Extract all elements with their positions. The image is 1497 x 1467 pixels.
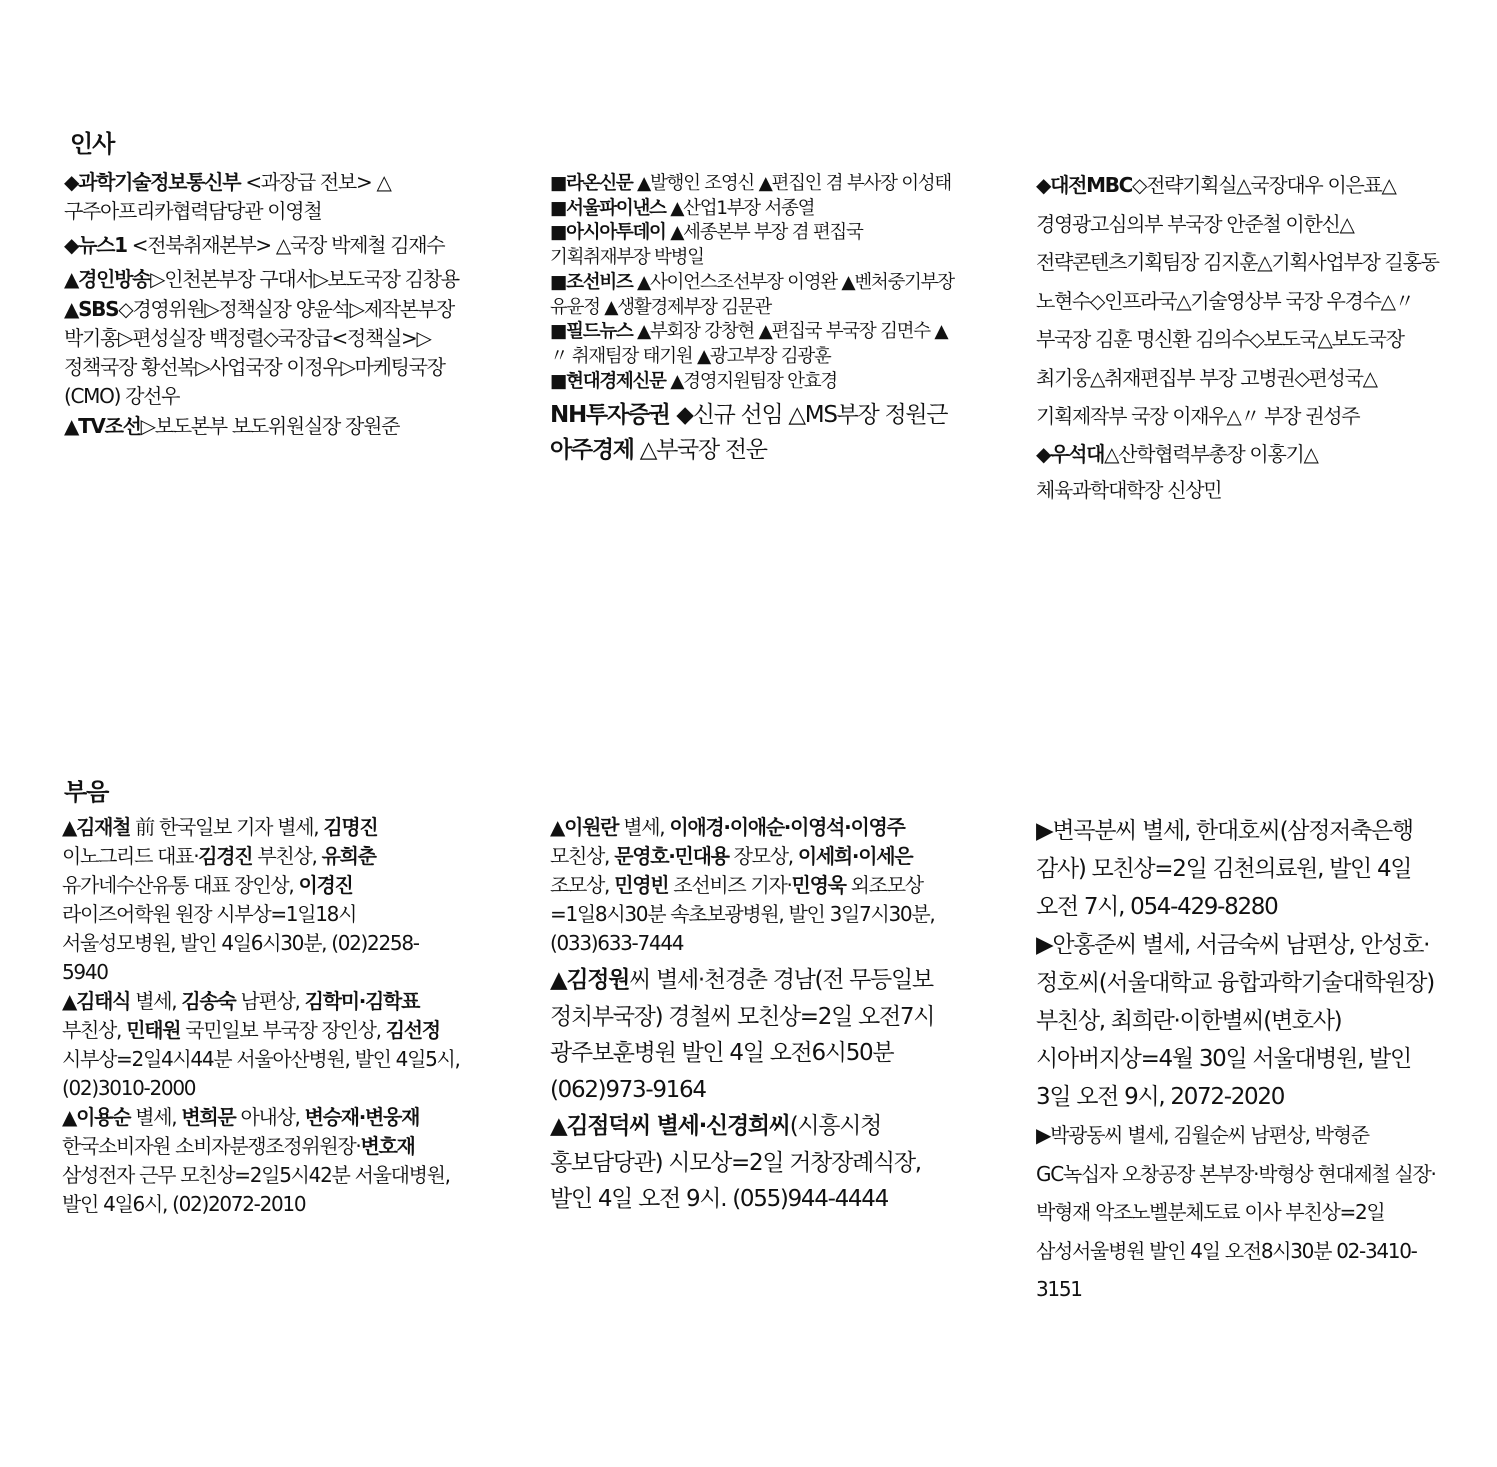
triangle-mark: ▲	[62, 1105, 77, 1129]
personnel-entry	[550, 197, 955, 222]
entry-text: ▲산업1부장 서종열	[665, 197, 815, 219]
personnel-entry	[64, 168, 468, 226]
obituary-column-2	[550, 813, 950, 1218]
entry-text: ▲세종본부 부장 겸 편집국 기획취재부장 박병일	[550, 222, 863, 269]
entry-text: 씨 별세·천경춘 경남(전 무등일보 정치부국장) 경철씨 모친상=2일 오전7시 광주보훈병원 발인 4일 오전6시50분 (062)973-9164	[550, 967, 935, 1103]
person-name: 김선정	[385, 1018, 440, 1042]
entry-text: 외조모상=1일8시30분 속초보광병원, 발인 3일7시30분, (033)633-7444	[550, 873, 935, 955]
person-name: 민태원	[126, 1018, 181, 1042]
person-name: 문영호·민대용	[614, 844, 729, 868]
organization-name: ◆대전MBC	[1036, 173, 1133, 197]
organization-name: ■조선비즈	[550, 271, 633, 293]
obituary-entry	[62, 1103, 462, 1219]
entry-text: 이노그리드 대표·	[62, 844, 199, 868]
triangle-mark: ▲	[62, 815, 77, 839]
personnel-entry	[64, 265, 468, 294]
entry-text: <과장급 전보> △구주아프리카협력담당관 이영철	[64, 170, 391, 223]
entry-text: ▷보도본부 보도위원실장 장원준	[140, 414, 400, 438]
entry-text: 라이즈어학원 원장 시부상=1일18시 서울성모병원, 발인 4일6시30분, (02)2258-5940	[62, 902, 419, 984]
organization-name: NH투자증권	[550, 402, 670, 429]
personnel-entry	[550, 433, 955, 468]
entry-text: 부친상,	[252, 844, 322, 868]
person-name: 이원란	[564, 815, 619, 839]
entry-text: ▲부회장 강창현 ▲편집국 부국장 김면수 ▲〃 취재팀장 태기원 ▲광고부장 김광훈	[550, 321, 948, 367]
person-name: 이경진	[298, 873, 353, 897]
entry-text: 별세,	[130, 989, 182, 1013]
person-name: 변희문	[181, 1105, 236, 1129]
organization-name: ◆과학기술정보통신부	[64, 170, 241, 194]
person-name: 유희춘	[321, 844, 376, 868]
entry-text: 삼성전자 근무 모친상=2일5시42분 서울대병원, 발인 4일6시, (02)2072-2010	[62, 1163, 450, 1216]
entry-text: 조모상,	[550, 873, 615, 897]
organization-name: ■서울파이낸스	[550, 197, 666, 219]
obituary-entry	[550, 962, 950, 1108]
entry-text: (시흥시청 홍보담당관) 시모상=2일 거창장례식장, 발인 4일 오전 9시. (055)944-4444	[550, 1113, 921, 1212]
obituary-column-1	[62, 813, 462, 1219]
organization-name: ■아시아투데이	[550, 222, 666, 244]
entry-text: 장모상,	[728, 844, 798, 868]
entry-text: 남편상,	[235, 989, 305, 1013]
person-name: 이세희·이세은	[797, 844, 913, 868]
person-name: 김재철	[76, 815, 131, 839]
obituary-entry	[62, 813, 462, 987]
entry-text: <전북취재본부> △국장 박제철 김재수	[126, 233, 445, 257]
entry-text: 조선비즈 기자·	[668, 873, 792, 897]
personnel-entry	[550, 172, 955, 197]
diamond-mark: ◆	[669, 402, 693, 429]
entry-text: ◇전략기획실△국장대우 이은표△경영광고심의부 부국장 안준철 이한신△전략콘텐츠기획팀장 김지훈△기획사업부장 길홍동 노현수◇인프라국△기술영상부 국장 우경수△〃 부국장 김훈 명신환 김의수◇보도국△보도국장 최기웅△취재편집부 부장 고병권◇편성국△기획제작부 국장 이재우△〃 부장 권성주	[1036, 173, 1439, 428]
entry-text: ▶안홍준씨 별세, 서금숙씨 남편상, 안성호·정호씨(서울대학교 융합과학기술대학원장) 부친상, 최희란·이한별씨(변호사) 시아버지상=4월 30일 서울대병원, 발인 3일 오전 9시, 2072-2020	[1036, 932, 1434, 1110]
personnel-entry	[64, 231, 468, 260]
personnel-entry	[550, 320, 955, 369]
organization-name: ■현대경제신문	[550, 370, 666, 392]
organization-name: ◆뉴스1	[64, 233, 127, 257]
person-name: 김태식	[76, 989, 131, 1013]
personnel-column-3	[1036, 166, 1440, 508]
person-name: 민영욱	[791, 873, 846, 897]
person-name: 김명진	[323, 815, 378, 839]
entry-text: ▲사이언스조선부장 이영완 ▲벤처중기부장 유윤정 ▲생활경제부장 김문관	[550, 271, 954, 318]
triangle-mark: ▲	[550, 967, 567, 993]
entry-text: 모친상,	[550, 844, 615, 868]
obituary-entry	[1036, 926, 1440, 1116]
person-name: 이용순	[76, 1105, 131, 1129]
entry-text: 시부상=2일4시44분 서울아산병원, 발인 4일5시, (02)3010-2000	[62, 1047, 460, 1100]
entry-text: 별세,	[130, 1105, 182, 1129]
person-name: 이애경·이애순·이영석·이영주	[669, 815, 905, 839]
entry-text: ▲발행인 조영신 ▲편집인 겸 부사장 이성태	[632, 173, 951, 194]
person-name: ▲김점덕씨 별세·신경희씨	[550, 1113, 790, 1139]
personnel-entry	[1036, 166, 1440, 436]
entry-text: 한국소비자원 소비자분쟁조정위원장·	[62, 1134, 361, 1158]
entry-text: 신규 선임 △MS부장 정원근	[692, 402, 948, 429]
person-name: 변호재	[360, 1134, 415, 1158]
organization-name: ■필드뉴스	[550, 321, 633, 343]
obituary-entry	[550, 1108, 950, 1218]
person-name: 김학미·김학표	[304, 989, 420, 1013]
personnel-column-2	[550, 172, 955, 468]
triangle-mark: ▲	[550, 815, 565, 839]
obituary-entry	[1036, 1116, 1440, 1309]
obituary-entry	[62, 987, 462, 1103]
personnel-entry	[1036, 436, 1440, 508]
person-name: 김송숙	[181, 989, 236, 1013]
personnel-entry	[550, 398, 955, 433]
personnel-entry	[550, 370, 955, 395]
entry-text: ▶박광동씨 별세, 김월순씨 남편상, 박형준 GC녹십자 오창공장 본부장·박형상 현대제철 실장·박형재 악조노벨분체도료 이사 부친상=2일 삼성서울병원 발인 4일 오전8시30분 02-3410-3151	[1036, 1123, 1436, 1301]
entry-text: ▷인천본부장 구대서▷보도국장 김창용	[150, 267, 459, 291]
entry-text: △부국장 전운	[633, 437, 767, 464]
organization-name: ◆우석대	[1036, 441, 1105, 466]
obituary-column-3	[1036, 812, 1440, 1309]
entry-text: 유가네수산유통 대표 장인상,	[62, 873, 299, 897]
entry-text: ◇경영위원▷정책실장 양윤석▷제작본부장 박기홍▷편성실장 백정렬◇국장급<정책실>▷정책국장 황선복▷사업국장 이정우▷마케팅국장(CMO) 강선우	[64, 297, 454, 408]
organization-name: ■라온신문	[550, 173, 633, 194]
personnel-entry	[64, 412, 468, 441]
entry-text: 前 한국일보 기자 별세,	[130, 815, 324, 839]
entry-text: 별세,	[618, 815, 670, 839]
organization-name: 아주경제	[550, 437, 634, 464]
entry-text: ▶변곡분씨 별세, 한대호씨(삼정저축은행 감사) 모친상=2일 김천의료원, 발인 4일 오전 7시, 054-429-8280	[1036, 818, 1413, 920]
personnel-column-1	[64, 168, 468, 441]
personnel-entry	[64, 295, 468, 411]
organization-name: ▲경인방송	[64, 267, 151, 291]
personnel-entry	[550, 271, 955, 320]
triangle-mark: ▲	[62, 989, 77, 1013]
organization-name: ▲SBS	[64, 297, 119, 321]
person-name: 민영빈	[614, 873, 669, 897]
entry-text: 국민일보 부국장 장인상,	[180, 1018, 386, 1042]
obituary-entry	[550, 813, 950, 958]
entry-text: 부친상,	[62, 1018, 127, 1042]
obituary-entry	[1036, 812, 1440, 926]
person-name: 변승재·변웅재	[304, 1105, 420, 1129]
organization-name: ▲TV조선	[64, 414, 141, 438]
entry-text: ▲경영지원팀장 안효경	[665, 370, 837, 392]
person-name: 김경진	[198, 844, 253, 868]
section-heading-personnel: 인사	[70, 130, 115, 158]
personnel-entry	[550, 221, 955, 270]
entry-text: △산학협력부총장 이홍기△체육과학대학장 신상민	[1036, 441, 1318, 502]
entry-text: 아내상,	[235, 1105, 305, 1129]
section-heading-obituary: 부음	[64, 778, 109, 806]
person-name: 김정원	[566, 967, 630, 993]
